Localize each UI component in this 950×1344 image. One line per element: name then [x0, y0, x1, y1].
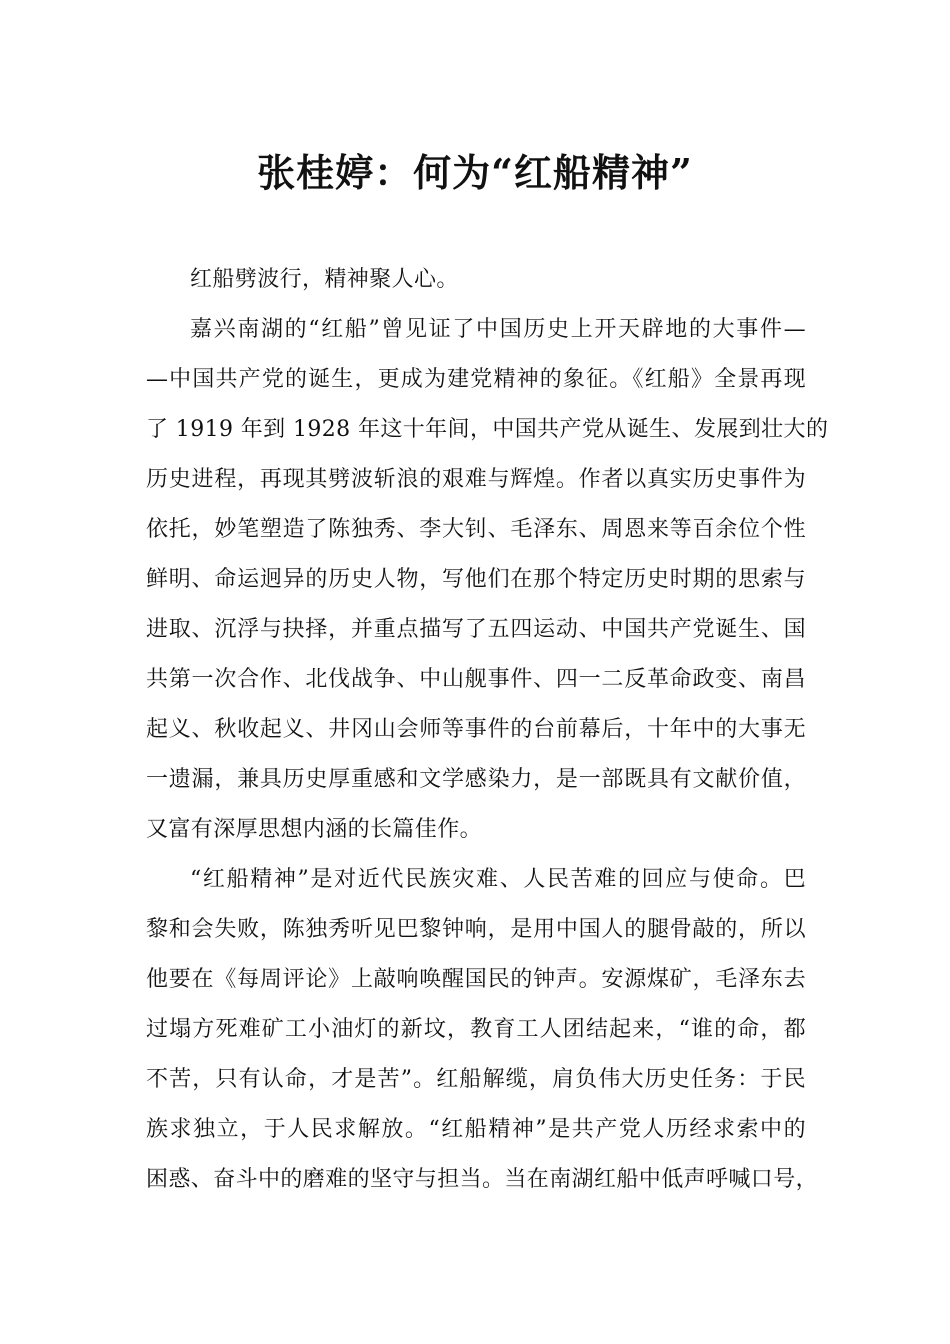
text-line: —中国共产党的诞生，更成为建党精神的象征。《红船》全景再现: [146, 367, 806, 392]
text-line: 红船劈波行，精神聚人心。: [190, 267, 459, 292]
text-line: 嘉兴南湖的“红船”曾见证了中国历史上开天辟地的大事件—: [190, 317, 806, 342]
text-line: 他要在《每周评论》上敲响唤醒国民的钟声。安源煤矿，毛泽东去: [146, 967, 806, 992]
text-line: 黎和会失败，陈独秀听见巴黎钟响，是用中国人的腿骨敲的，所以: [146, 917, 806, 942]
text-line: “红船精神”是对近代民族灾难、人民苦难的回应与使命。巴: [190, 867, 806, 892]
text-line: 依托，妙笔塑造了陈独秀、李大钊、毛泽东、周恩来等百余位个性: [146, 517, 806, 542]
document-title: 张桂婷：何为“红船精神”: [257, 150, 693, 195]
text-line: 进取、沉浮与抉择，并重点描写了五四运动、中国共产党诞生、国: [146, 617, 806, 642]
text-line: 族求独立，于人民求解放。“红船精神”是共产党人历经求索中的: [146, 1117, 806, 1142]
text-line: 过塌方死难矿工小油灯的新坟，教育工人团结起来，“谁的命，都: [146, 1017, 806, 1042]
text-line: 历史进程，再现其劈波斩浪的艰难与辉煌。作者以真实历史事件为: [146, 467, 806, 492]
text-line: 又富有深厚思想内涵的长篇佳作。: [146, 817, 483, 842]
text-line: 鲜明、命运迥异的历史人物，写他们在那个特定历史时期的思索与: [146, 567, 806, 592]
text-line: 不苦，只有认命，才是苦”。红船解缆，肩负伟大历史任务：于民: [146, 1067, 806, 1092]
text-line: 困惑、奋斗中的磨难的坚守与担当。当在南湖红船中低声呼喊口号，: [146, 1167, 819, 1192]
text-line: 共第一次合作、北伐战争、中山舰事件、四一二反革命政变、南昌: [146, 667, 806, 692]
text-line: 一遗漏，兼具历史厚重感和文学感染力，是一部既具有文献价值，: [146, 767, 806, 792]
text-line: 起义、秋收起义、井冈山会师等事件的台前幕后，十年中的大事无: [146, 717, 806, 742]
document-body: [146, 255, 829, 1205]
text-line: 了 1919 年到 1928 年这十年间，中国共产党从诞生、发展到壮大的: [146, 417, 829, 442]
